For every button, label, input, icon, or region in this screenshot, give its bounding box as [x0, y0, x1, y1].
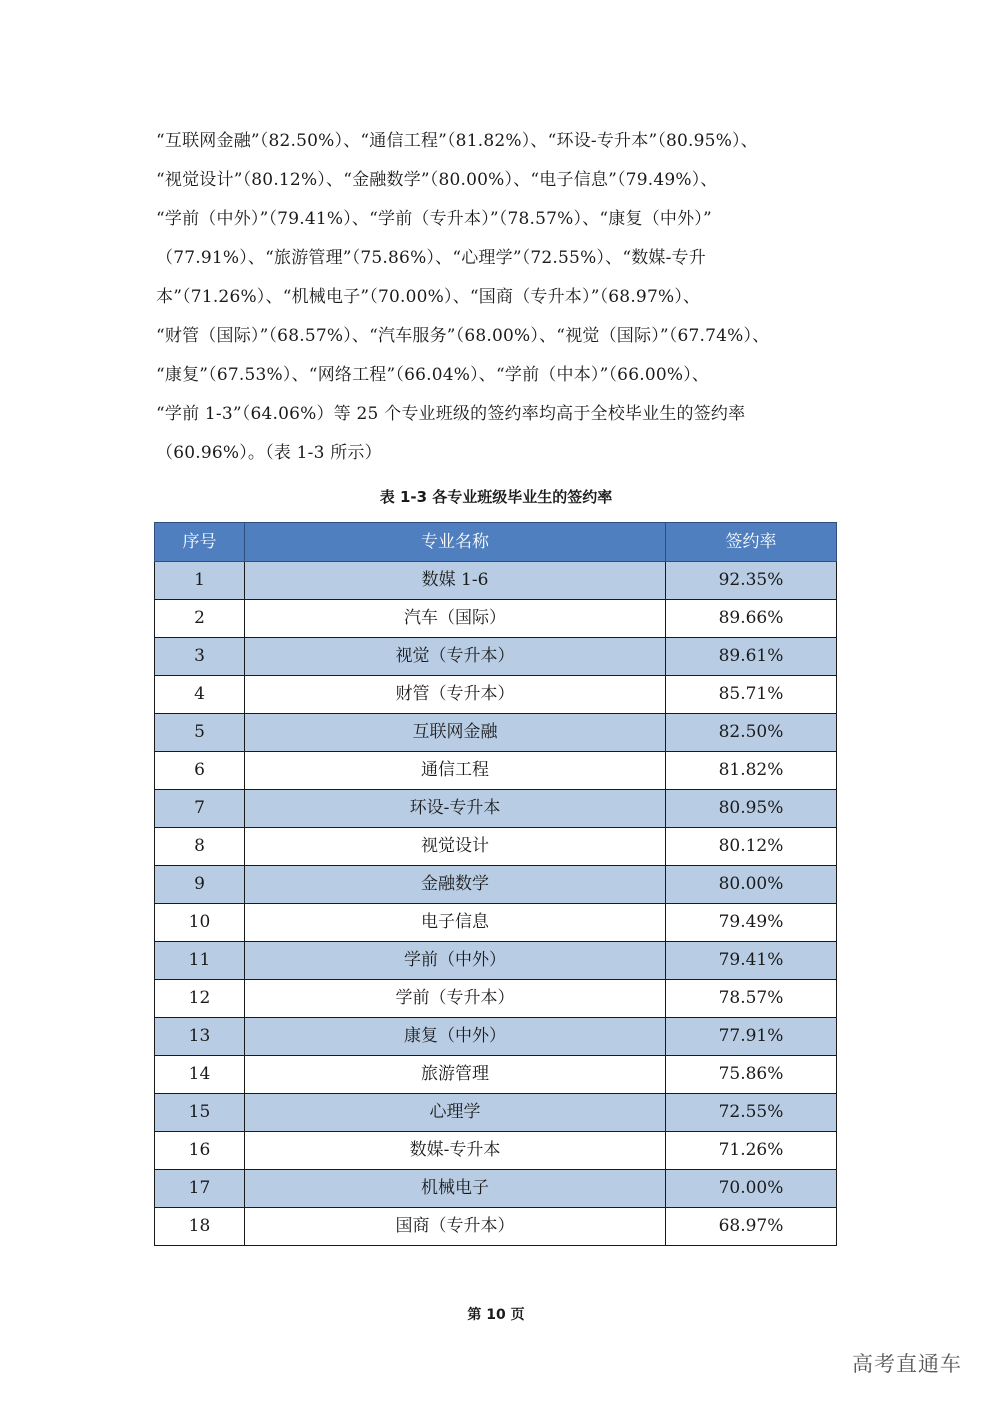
- table-row: [155, 600, 837, 638]
- cell-rate: 78.57%: [666, 980, 837, 1018]
- cell-rate: 75.86%: [666, 1056, 837, 1094]
- cell-major: 通信工程: [245, 752, 666, 790]
- cell-major: 金融数学: [245, 866, 666, 904]
- cell-major: 数媒 1-6: [245, 562, 666, 600]
- table-header-row: [155, 523, 837, 562]
- paragraph-line: “康复”（67.53%）、“网络工程”（66.04%）、“学前（中本）”（66.00%）、: [156, 365, 710, 385]
- table-body: [155, 562, 837, 1246]
- cell-rate: 70.00%: [666, 1170, 837, 1208]
- cell-major: 财管（专升本）: [245, 676, 666, 714]
- table-row: [155, 1132, 837, 1170]
- table-row: [155, 942, 837, 980]
- cell-major: 心理学: [245, 1094, 666, 1132]
- table-row: [155, 714, 837, 752]
- cell-index: 1: [155, 562, 245, 600]
- table-row: [155, 1208, 837, 1246]
- cell-rate: 79.49%: [666, 904, 837, 942]
- cell-major: 视觉（专升本）: [245, 638, 666, 676]
- cell-index: 9: [155, 866, 245, 904]
- paragraph-line: “学前 1-3”（64.06%）等 25 个专业班级的签约率均高于全校毕业生的签约率: [156, 404, 746, 424]
- cell-rate: 72.55%: [666, 1094, 837, 1132]
- cell-rate: 85.71%: [666, 676, 837, 714]
- cell-major: 机械电子: [245, 1170, 666, 1208]
- cell-rate: 80.00%: [666, 866, 837, 904]
- cell-index: 6: [155, 752, 245, 790]
- cell-index: 14: [155, 1056, 245, 1094]
- cell-major: 互联网金融: [245, 714, 666, 752]
- cell-rate: 81.82%: [666, 752, 837, 790]
- table-row: [155, 1056, 837, 1094]
- cell-index: 15: [155, 1094, 245, 1132]
- cell-rate: 71.26%: [666, 1132, 837, 1170]
- cell-rate: 89.66%: [666, 600, 837, 638]
- cell-index: 13: [155, 1018, 245, 1056]
- table-row: [155, 980, 837, 1018]
- cell-index: 4: [155, 676, 245, 714]
- table-row: [155, 562, 837, 600]
- header-rate: 签约率: [666, 523, 837, 562]
- cell-rate: 80.12%: [666, 828, 837, 866]
- cell-major: 电子信息: [245, 904, 666, 942]
- watermark-text: 高考直通车: [852, 1352, 962, 1376]
- cell-index: 11: [155, 942, 245, 980]
- page-number: 第 10 页: [467, 1307, 525, 1323]
- cell-index: 12: [155, 980, 245, 1018]
- table-row: [155, 676, 837, 714]
- cell-index: 3: [155, 638, 245, 676]
- paragraph-line: “财管（国际）”（68.57%）、“汽车服务”（68.00%）、“视觉（国际）”（67.74%）、: [156, 326, 770, 346]
- cell-index: 8: [155, 828, 245, 866]
- table-caption: 表 1-3 各专业班级毕业生的签约率: [379, 488, 613, 506]
- table-row: [155, 828, 837, 866]
- cell-index: 2: [155, 600, 245, 638]
- cell-index: 5: [155, 714, 245, 752]
- paragraph-line: （77.91%）、“旅游管理”（75.86%）、“心理学”（72.55%）、“数媒-专升: [156, 248, 706, 268]
- paragraph-line: 本”（71.26%）、“机械电子”（70.00%）、“国商（专升本）”（68.97%）、: [156, 287, 701, 307]
- table-row: [155, 866, 837, 904]
- cell-major: 学前（专升本）: [245, 980, 666, 1018]
- cell-major: 视觉设计: [245, 828, 666, 866]
- cell-major: 旅游管理: [245, 1056, 666, 1094]
- cell-index: 17: [155, 1170, 245, 1208]
- paragraph-line: “学前（中外）”（79.41%）、“学前（专升本）”（78.57%）、“康复（中外）”: [156, 209, 712, 229]
- signing-rate-table: [154, 522, 837, 1246]
- cell-major: 国商（专升本）: [245, 1208, 666, 1246]
- header-index: 序号: [155, 523, 245, 562]
- table-row: [155, 790, 837, 828]
- cell-major: 汽车（国际）: [245, 600, 666, 638]
- cell-rate: 79.41%: [666, 942, 837, 980]
- table-row: [155, 752, 837, 790]
- cell-index: 7: [155, 790, 245, 828]
- cell-rate: 89.61%: [666, 638, 837, 676]
- cell-rate: 82.50%: [666, 714, 837, 752]
- paragraph-line: “视觉设计”（80.12%）、“金融数学”（80.00%）、“电子信息”（79.49%）、: [156, 170, 718, 190]
- body-paragraph: [156, 122, 846, 473]
- table-row: [155, 1018, 837, 1056]
- cell-index: 18: [155, 1208, 245, 1246]
- table-row: [155, 1170, 837, 1208]
- cell-index: 16: [155, 1132, 245, 1170]
- table-row: [155, 638, 837, 676]
- header-major: 专业名称: [245, 523, 666, 562]
- cell-rate: 77.91%: [666, 1018, 837, 1056]
- paragraph-line: （60.96%）。（表 1-3 所示）: [156, 443, 382, 463]
- cell-major: 环设-专升本: [245, 790, 666, 828]
- table-row: [155, 904, 837, 942]
- paragraph-line: “互联网金融”（82.50%）、“通信工程”（81.82%）、“环设-专升本”（80.95%）、: [156, 131, 758, 151]
- cell-rate: 80.95%: [666, 790, 837, 828]
- cell-major: 数媒-专升本: [245, 1132, 666, 1170]
- cell-rate: 68.97%: [666, 1208, 837, 1246]
- cell-index: 10: [155, 904, 245, 942]
- cell-major: 康复（中外）: [245, 1018, 666, 1056]
- cell-rate: 92.35%: [666, 562, 837, 600]
- table-row: [155, 1094, 837, 1132]
- cell-major: 学前（中外）: [245, 942, 666, 980]
